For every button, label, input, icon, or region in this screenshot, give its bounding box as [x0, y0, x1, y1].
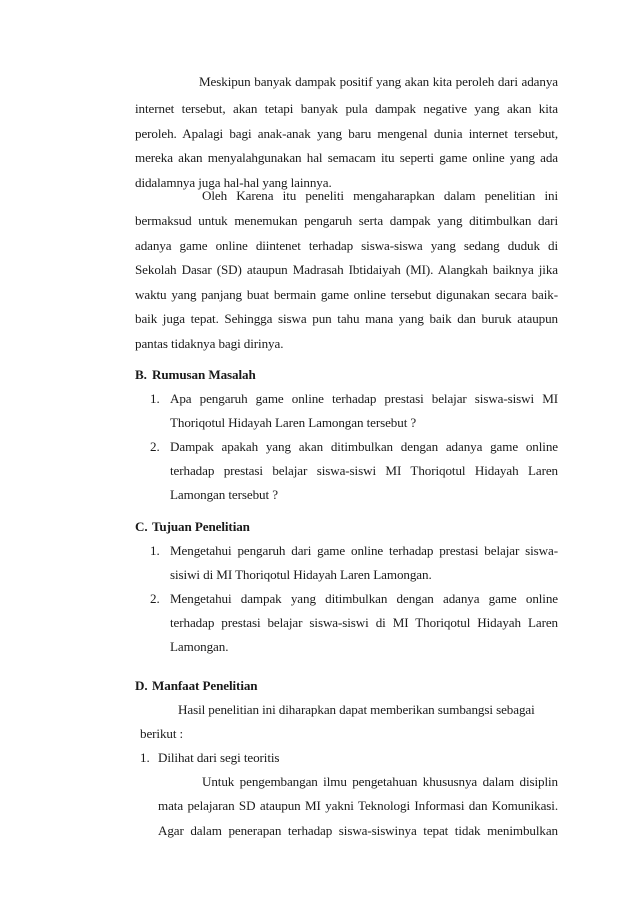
section-b-item-1-number: 1.	[150, 391, 160, 406]
intro-p2-line-3: adanya game online diintenet terhadap siswa-siswa yang sedang duduk di	[135, 238, 558, 253]
intro-p1-line-1: Meskipun banyak dampak positif yang akan kita peroleh dari adanya	[199, 74, 558, 89]
section-d-intro-line-2: berikut :	[140, 726, 184, 741]
section-c-title: Tujuan Penelitian	[152, 519, 250, 534]
section-b-title: Rumusan Masalah	[152, 367, 256, 382]
section-b-item-2-line-1: Dampak apakah yang akan ditimbulkan dengan adanya game online	[170, 439, 558, 454]
section-d-title: Manfaat Penelitian	[152, 678, 258, 693]
intro-p2-line-7: pantas tidaknya bagi dirinya.	[135, 336, 284, 351]
section-c-letter: C.	[135, 519, 148, 534]
intro-p2-line-2: bermaksud untuk menemukan pengaruh serta dampak yang ditimbulkan dari	[135, 213, 558, 228]
section-c-item-2-number: 2.	[150, 591, 160, 606]
intro-p2-line-4: Sekolah Dasar (SD) ataupun Madrasah Ibtidaiyah (MI). Alangkah baiknya jika	[135, 262, 558, 277]
section-d-sub1-line-2: mata pelajaran SD ataupun MI yakni Teknologi Informasi dan Komunikasi.	[158, 798, 558, 813]
section-b-item-1-line-1: Apa pengaruh game online terhadap prestasi belajar siswa-siswi MI	[170, 391, 558, 406]
section-b-item-2-number: 2.	[150, 439, 160, 454]
section-d-letter: D.	[135, 678, 148, 693]
section-d-sub1-line-3: Agar dalam penerapan terhadap siswa-siswinya tepat tidak menimbulkan	[158, 823, 558, 838]
section-c-item-1-number: 1.	[150, 543, 160, 558]
section-d-sub1-title: Dilihat dari segi teoritis	[158, 750, 280, 765]
section-b-item-1-line-2: Thoriqotul Hidayah Laren Lamongan tersebut ?	[170, 415, 417, 430]
intro-p2-line-6: baik juga tepat. Sehingga siswa pun tahu mana yang baik dan buruk ataupun	[135, 311, 558, 326]
section-c-item-1-line-2: sisiwi di MI Thoriqotul Hidayah Laren Lamongan.	[170, 567, 432, 582]
intro-p1-line-5: didalamnya juga hal-hal yang lainnya.	[135, 175, 332, 190]
intro-p1-line-3: peroleh. Apalagi bagi anak-anak yang baru mengenal dunia internet tersebut,	[135, 126, 558, 141]
intro-p2-line-5: waktu yang panjang buat bermain game online tersebut digunakan secara baik-	[135, 287, 558, 302]
section-d-sub1-number: 1.	[140, 750, 150, 765]
section-b-item-2-line-3: Lamongan tersebut ?	[170, 487, 278, 502]
section-c-item-2-line-2: terhadap prestasi belajar siswa-siswi di MI Thoriqotul Hidayah Laren	[170, 615, 558, 630]
section-c-item-2-line-1: Mengetahui dampak yang ditimbulkan dengan adanya game online	[170, 591, 558, 606]
section-b-letter: B.	[135, 367, 147, 382]
intro-p1-line-4: mereka akan menyalahgunakan hal semacam itu seperti game online yang ada	[135, 150, 558, 165]
section-c-item-1-line-1: Mengetahui pengaruh dari game online terhadap prestasi belajar siswa-	[170, 543, 558, 558]
section-c-item-2-line-3: Lamongan.	[170, 639, 229, 654]
intro-p2-line-1: Oleh Karena itu peneliti mengaharapkan dalam penelitian ini	[202, 188, 558, 203]
section-b-item-2-line-2: terhadap prestasi belajar siswa-siswi MI Thoriqotul Hidayah Laren	[170, 463, 558, 478]
section-d-sub1-line-1: Untuk pengembangan ilmu pengetahuan khususnya dalam disiplin	[202, 774, 558, 789]
section-d-intro-line-1: Hasil penelitian ini diharapkan dapat memberikan sumbangsi sebagai	[178, 702, 535, 717]
intro-p1-line-2: internet tersebut, akan tetapi banyak pula dampak negative yang akan kita	[135, 101, 558, 116]
